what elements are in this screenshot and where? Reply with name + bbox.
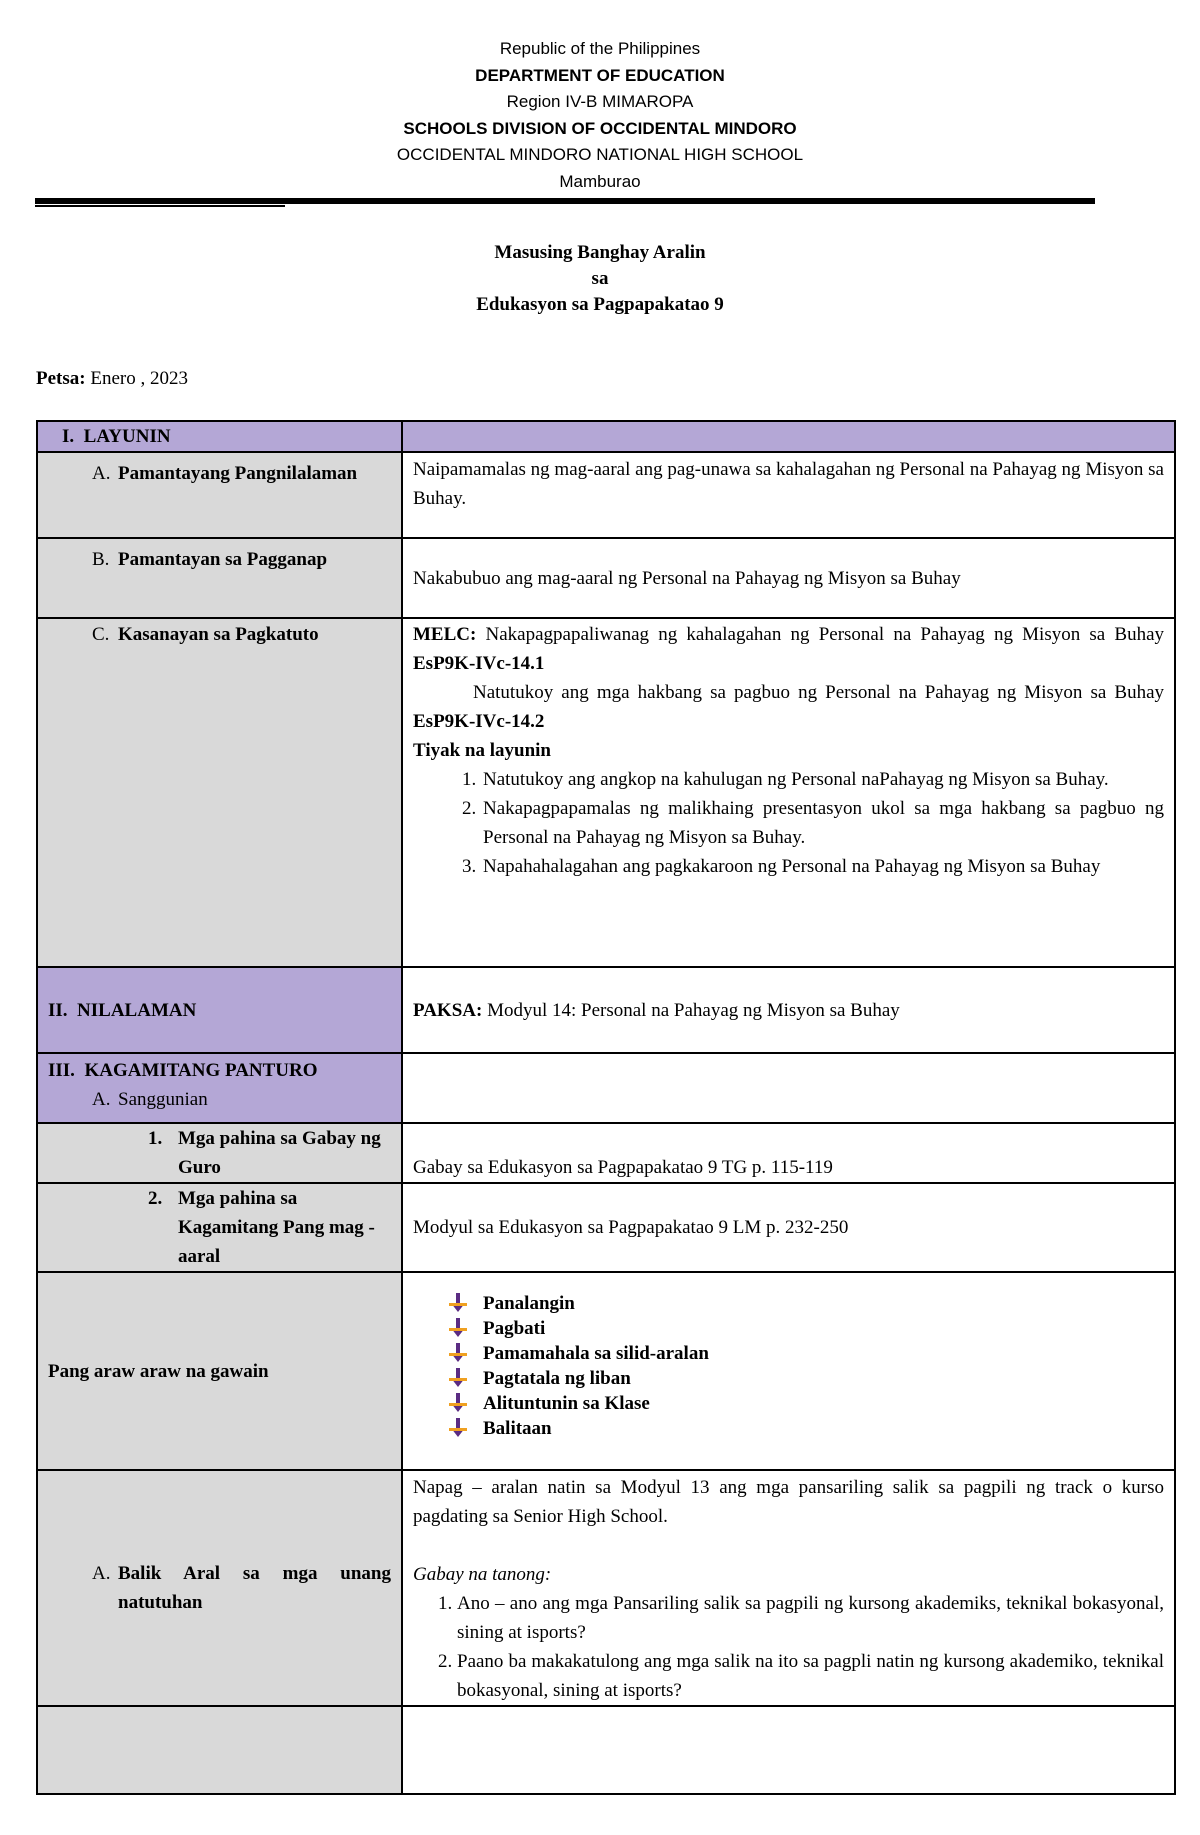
header-republic: Republic of the Philippines — [499, 39, 701, 58]
routine-list — [413, 1273, 1164, 1459]
kagamitan-blank — [402, 1053, 1175, 1123]
gabay-guro-wrap — [48, 1124, 391, 1182]
kagamitang-mag-aaral-label: Mga pahina sa Kagamitang Pang mag - aaral — [178, 1188, 375, 1267]
sanggunian-line — [48, 1085, 391, 1114]
date-line — [36, 368, 188, 390]
melc-2 — [413, 678, 1164, 736]
routine-item — [483, 1366, 1164, 1391]
date-label: Petsa: — [36, 368, 86, 389]
header-school: OCCIDENTAL MINDORO NATIONAL HIGH SCHOOL — [396, 145, 804, 164]
pamantayan-sa-pagganap-label: Pamantayan sa Pagganap — [118, 549, 328, 570]
routine-text: Pamamahala sa silid-aralan — [483, 1343, 709, 1364]
pang-araw-araw-label: Pang araw araw na gawain — [37, 1272, 402, 1470]
routine-text: Pagtatala ng liban — [483, 1368, 631, 1389]
guide-questions-list — [413, 1589, 1164, 1705]
paksa-cell — [402, 967, 1175, 1053]
document-title — [0, 240, 1200, 318]
gabay-guro-mark: 1. — [148, 1128, 163, 1149]
header-region: Region IV-B MIMAROPA — [506, 92, 694, 111]
header-town: Mamburao — [559, 171, 641, 191]
guide-question: 1. Ano – ano ang mga Pansariling salik sa pagpili ng kursong akademiks, teknikal bokasyonal, sining at isports? — [457, 1589, 1164, 1647]
kagamitang-mag-aaral-text: Modyul sa Edukasyon sa Pagpapakatao 9 LM p. 232-250 — [402, 1183, 1175, 1272]
kagamitan-heading-line — [48, 1056, 391, 1085]
paksa-text: Modyul 14: Personal na Pahayag ng Misyon sa Buhay — [487, 999, 900, 1021]
sanggunian-mark: A. — [92, 1089, 111, 1110]
row-pamantayang-pangnilalaman — [37, 452, 1175, 538]
title-line-1: Masusing Banghay Aralin — [494, 242, 706, 263]
header-divider — [35, 198, 1095, 204]
pamantayang-pangnilalaman-text: Naipamamalas ng mag-aaral ang pag-unawa sa kahalagahan ng Personal na Pahayag ng Misyon sa Buhay. — [402, 452, 1175, 538]
row-kagamitan — [37, 1053, 1175, 1123]
header-division: SCHOOLS DIVISION OF OCCIDENTAL MINDORO — [403, 118, 797, 138]
row-kagamitang-mag-aaral — [37, 1183, 1175, 1272]
pamantayang-pangnilalaman-mark: A. — [92, 463, 111, 484]
kagamitan-heading-text: KAGAMITANG PANTURO — [84, 1060, 318, 1081]
routine-item — [483, 1341, 1164, 1366]
row-empty-last — [37, 1706, 1175, 1794]
gabay-na-tanong-label: Gabay na tanong: — [413, 1564, 552, 1585]
balik-aral-intro: Napag – aralan natin sa Modyul 13 ang mga pansariling salik sa pagpili ng track o kurso pagdating sa Senior High School. — [413, 1477, 1164, 1527]
empty-left-cell — [37, 1706, 402, 1794]
date-value: Enero , 2023 — [90, 368, 188, 389]
nilalaman-heading-num: II. — [48, 999, 68, 1021]
lesson-plan-table — [36, 420, 1176, 1795]
objective-item: 2. Nakapagpapamalas ng malikhaing presentasyon ukol sa mga hakbang sa pagbuo ng Personal na Pahayag ng Misyon sa Buhay. — [481, 794, 1164, 852]
nilalaman-heading — [37, 967, 402, 1053]
header-divider-accent — [35, 205, 285, 207]
paksa-label: PAKSA: — [413, 999, 483, 1021]
kagamitan-heading-num: III. — [48, 1060, 75, 1081]
balik-aral-label-cell — [37, 1470, 402, 1706]
layunin-heading — [37, 421, 402, 452]
row-pamantayan-sa-pagganap — [37, 538, 1175, 618]
kagamitang-mag-aaral-mark: 2. — [148, 1188, 163, 1209]
objective-item: 1. Natutukoy ang angkop na kahulugan ng Personal naPahayag ng Misyon sa Buhay. — [481, 765, 1164, 794]
melc-1-text: Nakapagpapaliwanag ng kahalagahan ng Personal na Pahayag ng Misyon sa Buhay — [485, 624, 1164, 645]
gabay-guro-label: Mga pahina sa Gabay ng Guro — [178, 1128, 381, 1178]
pamantayang-pangnilalaman-label-cell — [37, 452, 402, 538]
melc-label: MELC: — [413, 624, 477, 645]
melc-2-code: EsP9K-IVc-14.2 — [413, 711, 545, 732]
arrow-bullet-icon — [449, 1318, 467, 1338]
header-deped: DEPARTMENT OF EDUCATION — [475, 65, 725, 85]
routine-item — [483, 1291, 1164, 1316]
kasanayan-label-cell — [37, 618, 402, 967]
layunin-heading-text: LAYUNIN — [83, 426, 171, 447]
tiyak-na-layunin-label: Tiyak na layunin — [413, 740, 552, 761]
objectives-list — [413, 765, 1164, 881]
layunin-heading-blank — [402, 421, 1175, 452]
melc-1-code: EsP9K-IVc-14.1 — [413, 653, 545, 674]
row-nilalaman — [37, 967, 1175, 1053]
title-line-2: sa — [591, 268, 609, 289]
balik-aral-spacer — [413, 1531, 1164, 1560]
balik-aral-label: Balik Aral sa mga unang natutuhan — [118, 1563, 391, 1613]
pamantayang-pangnilalaman-wrap — [48, 459, 391, 488]
title-line-3: Edukasyon sa Pagpapakatao 9 — [476, 294, 724, 315]
kagamitang-mag-aaral-label-cell — [37, 1183, 402, 1272]
pamantayan-sa-pagganap-mark: B. — [92, 549, 110, 570]
objective-item: 3. Napahahalagahan ang pagkakaroon ng Personal na Pahayag ng Misyon sa Buhay — [481, 852, 1164, 881]
pamantayan-sa-pagganap-label-cell — [37, 538, 402, 618]
melc-1 — [413, 620, 1164, 678]
sanggunian-label: Sanggunian — [118, 1089, 208, 1110]
kasanayan-label: Kasanayan sa Pagkatuto — [118, 624, 319, 645]
pang-araw-araw-content — [402, 1272, 1175, 1470]
pamantayang-pangnilalaman-label: Pamantayang Pangnilalaman — [118, 463, 358, 484]
kasanayan-content — [402, 618, 1175, 967]
kagamitan-heading — [37, 1053, 402, 1123]
arrow-bullet-icon — [449, 1368, 467, 1388]
arrow-bullet-icon — [449, 1393, 467, 1413]
layunin-heading-num: I. — [62, 426, 75, 447]
balik-aral-content — [402, 1470, 1175, 1706]
balik-aral-wrap — [48, 1559, 391, 1617]
row-layunin-heading — [37, 421, 1175, 452]
arrow-bullet-icon — [449, 1293, 467, 1313]
routine-text: Balitaan — [483, 1418, 552, 1439]
routine-text: Pagbati — [483, 1318, 546, 1339]
row-pang-araw-araw — [37, 1272, 1175, 1470]
pamantayan-sa-pagganap-wrap — [48, 545, 391, 574]
kasanayan-wrap — [48, 620, 391, 649]
empty-right-cell — [402, 1706, 1175, 1794]
routine-text: Panalangin — [483, 1293, 575, 1314]
kasanayan-mark: C. — [92, 624, 110, 645]
pamantayan-sa-pagganap-text: Nakabubuo ang mag-aaral ng Personal na Pahayag ng Misyon sa Buhay — [402, 538, 1175, 618]
row-gabay-guro — [37, 1123, 1175, 1183]
routine-item — [483, 1416, 1164, 1441]
guide-question: 2. Paano ba makakatulong ang mga salik na ito sa pagpli natin ng kursong akademiko, teknikal bokasyonal, sining at isports? — [457, 1647, 1164, 1705]
arrow-bullet-icon — [449, 1343, 467, 1363]
routine-text: Alituntunin sa Klase — [483, 1393, 650, 1414]
routine-item — [483, 1316, 1164, 1341]
nilalaman-heading-text: NILALAMAN — [77, 999, 197, 1021]
balik-aral-mark: A. — [92, 1563, 111, 1584]
gabay-guro-label-cell — [37, 1123, 402, 1183]
kagamitang-mag-aaral-wrap — [48, 1184, 391, 1271]
melc-2-text: Natutukoy ang mga hakbang sa pagbuo ng Personal na Pahayag ng Misyon sa Buhay — [473, 682, 1164, 703]
school-header — [0, 36, 1200, 195]
row-balik-aral — [37, 1470, 1175, 1706]
arrow-bullet-icon — [449, 1418, 467, 1438]
row-kasanayan — [37, 618, 1175, 967]
routine-item — [483, 1391, 1164, 1416]
gabay-guro-text: Gabay sa Edukasyon sa Pagpapakatao 9 TG p. 115-119 — [402, 1123, 1175, 1183]
